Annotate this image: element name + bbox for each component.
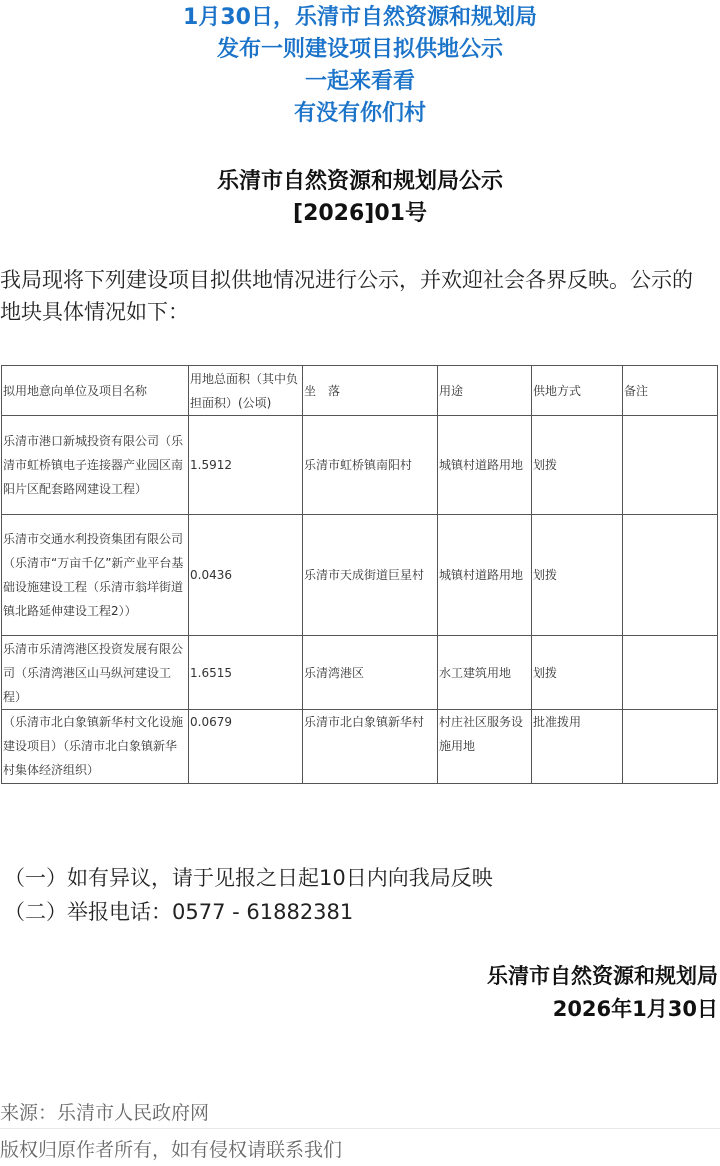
footer-divider <box>0 1128 720 1129</box>
cell-supply-method: 划拨 <box>532 416 623 515</box>
cell-area: 0.0436 <box>189 515 303 636</box>
cell-remarks <box>623 416 718 515</box>
cell-area: 1.6515 <box>189 636 303 710</box>
table-row <box>2 636 718 710</box>
cell-location: 乐清市天成街道巨星村 <box>303 515 438 636</box>
header-supply-method: 供地方式 <box>532 366 623 416</box>
signature-date: 2026年1月30日 <box>552 997 718 1021</box>
note-hotline: （二）举报电话：0577 - 61882381 <box>4 900 354 924</box>
cell-location: 乐清湾港区 <box>303 636 438 710</box>
headline-line-2: 发布一则建设项目拟供地公示 <box>216 37 503 62</box>
cell-applicant-project: 乐清市港口新城投资有限公司（乐清市虹桥镇电子连接器产业园区南阳片区配套路网建设工程） <box>2 416 189 515</box>
headline-line-4: 有没有你们村 <box>293 101 426 126</box>
table-row <box>2 710 718 784</box>
cell-supply-method: 划拨 <box>532 636 623 710</box>
notes <box>4 861 716 929</box>
headline <box>0 2 720 130</box>
cell-remarks <box>623 710 718 784</box>
cell-usage: 村庄社区服务设施用地 <box>438 710 532 784</box>
headline-line-3: 一起来看看 <box>304 69 415 94</box>
cell-supply-method: 批准拨用 <box>532 710 623 784</box>
cell-location: 乐清市北白象镇新华村 <box>303 710 438 784</box>
notice-title <box>0 166 720 230</box>
headline-line-1: 1月30日，乐清市自然资源和规划局 <box>183 5 537 30</box>
land-supply-table <box>1 365 718 784</box>
table-row <box>2 515 718 636</box>
cell-applicant-project: （乐清市北白象镇新华村文化设施建设项目）（乐清市北白象镇新华村集体经济组织） <box>2 710 189 784</box>
header-area: 用地总面积（其中负担面积）(公顷) <box>189 366 303 416</box>
intro-paragraph: 我局现将下列建设项目拟供地情况进行公示，并欢迎社会各界反映。公示的地块具体情况如下： <box>0 268 693 324</box>
cell-usage: 城镇村道路用地 <box>438 515 532 636</box>
cell-applicant-project: 乐清市交通水利投资集团有限公司（乐清市“万亩千亿”新产业平台基础设施建设工程（乐清市翁垟街道镇北路延伸建设工程2）） <box>2 515 189 636</box>
cell-area: 0.0679 <box>189 710 303 784</box>
header-usage: 用途 <box>438 366 532 416</box>
copyright-text: 版权归原作者所有，如有侵权请联系我们 <box>0 1139 343 1161</box>
header-location: 坐 落 <box>303 366 438 416</box>
cell-location: 乐清市虹桥镇南阳村 <box>303 416 438 515</box>
header-applicant-project: 拟用地意向单位及项目名称 <box>2 366 189 416</box>
cell-remarks <box>623 636 718 710</box>
header-remarks: 备注 <box>623 366 718 416</box>
cell-usage: 城镇村道路用地 <box>438 416 532 515</box>
source-text: 来源：乐清市人民政府网 <box>0 1102 210 1124</box>
table-header-row <box>2 366 718 416</box>
cell-usage: 水工建筑用地 <box>438 636 532 710</box>
cell-applicant-project: 乐清市乐清湾港区投资发展有限公司（乐清湾港区山马纵河建设工程） <box>2 636 189 710</box>
signature-org: 乐清市自然资源和规划局 <box>487 964 718 988</box>
cell-area: 1.5912 <box>189 416 303 515</box>
table-row <box>2 416 718 515</box>
signature <box>487 960 718 1026</box>
note-objection: （一）如有异议，请于见报之日起10日内向我局反映 <box>4 866 493 890</box>
notice-title-text: 乐清市自然资源和规划局公示 <box>216 169 503 194</box>
notice-number: [2026]01号 <box>293 201 427 226</box>
cell-supply-method: 划拨 <box>532 515 623 636</box>
cell-remarks <box>623 515 718 636</box>
